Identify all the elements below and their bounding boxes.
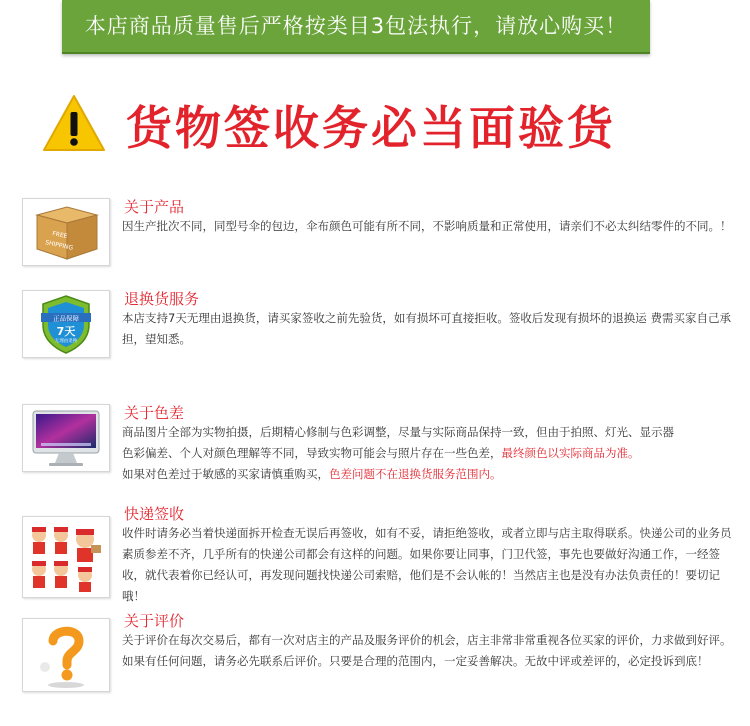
svg-text:无理由退换: 无理由退换: [54, 339, 78, 344]
section-title-delivery: 快递签收: [124, 505, 185, 523]
svg-text:正品保障: 正品保障: [53, 314, 79, 323]
top-banner: [62, 0, 650, 54]
question-mark-icon: [23, 619, 109, 691]
color-highlight-2: 色差问题不在退换货服务范围内。: [329, 467, 502, 481]
section-body-color: [122, 422, 732, 485]
monitor-icon: [23, 405, 109, 471]
color-icon-box: [22, 404, 110, 472]
couriers-icon: [23, 517, 109, 597]
product-icon-box: [22, 198, 110, 266]
section-title-color: 关于色差: [124, 404, 185, 422]
courier-icon-box: [22, 516, 110, 598]
review-icon-box: [22, 618, 110, 692]
section-body-delivery: 收件时请务必当着快递面拆开检查无误后再签收，如有不妥，请拒绝签收，或者立即与店主取得联系。快递公司的业务员素质参差不齐，几乎所有的快递公司都会有这样的问题。如果你要让同事，门卫代签，事先也要做好沟通工作，一经签收，就代表着你已经认可，再发现问题找快递公司索赔，他们是不会认帐的！当然店主也是没有办法负责任的！要切记哦！: [122, 526, 732, 603]
shield-badge-icon: [23, 291, 109, 357]
shipping-box-icon: [23, 199, 109, 265]
color-line-3: 如果对色差过于敏感的买家请慎重购买，色差问题不在退换货服务范围内。: [122, 467, 502, 481]
headline: 货物签收务必当面验货: [126, 101, 616, 155]
section-title-review: 关于评价: [124, 612, 185, 630]
section-body-return: 本店支持7天无理由退换货，请买家签收之前先验货，如有损坏可直接拒收。签收后发现有损坏的退换运 费需买家自己承担，望知悉。: [122, 311, 731, 346]
svg-text:SHIPPING: SHIPPING: [44, 239, 74, 252]
section-title-return: 退换货服务: [124, 290, 200, 308]
section-body-product: 因生产批次不同，同型号伞的包边，伞布颜色可能有所不同，不影响质量和正常使用，请亲们不必太纠结零件的不同。！: [122, 219, 732, 233]
section-title-product: 关于产品: [124, 198, 185, 216]
color-line-1: 商品图片全部为实物拍摄，后期精心修制与色彩调整，尽量与实际商品保持一致，但由于拍照、灯光、显示器: [122, 425, 674, 439]
svg-text:FREE: FREE: [51, 230, 68, 241]
warning-icon: [42, 94, 106, 152]
return-icon-box: [22, 290, 110, 358]
color-line-2: 色彩偏差、个人对颜色理解等不同，导致实物可能会与照片存在一些色差，最终颜色以实际商品为准。: [122, 446, 640, 460]
svg-text:7天: 7天: [56, 325, 76, 338]
color-highlight-1: 最终颜色以实际商品为准。: [501, 446, 640, 460]
banner-text: 本店商品质量售后严格按类目3包法执行，请放心购买！: [84, 14, 628, 38]
section-body-review: 关于评价在每次交易后，都有一次对店主的产品及服务评价的机会，店主非常非常重视各位买家的评价，力求做到好评。如果有任何问题，请务必先联系后评价。只要是合理的范围内，一定妥善解决。无故中评或差评的，必定投诉到底！: [122, 633, 732, 668]
